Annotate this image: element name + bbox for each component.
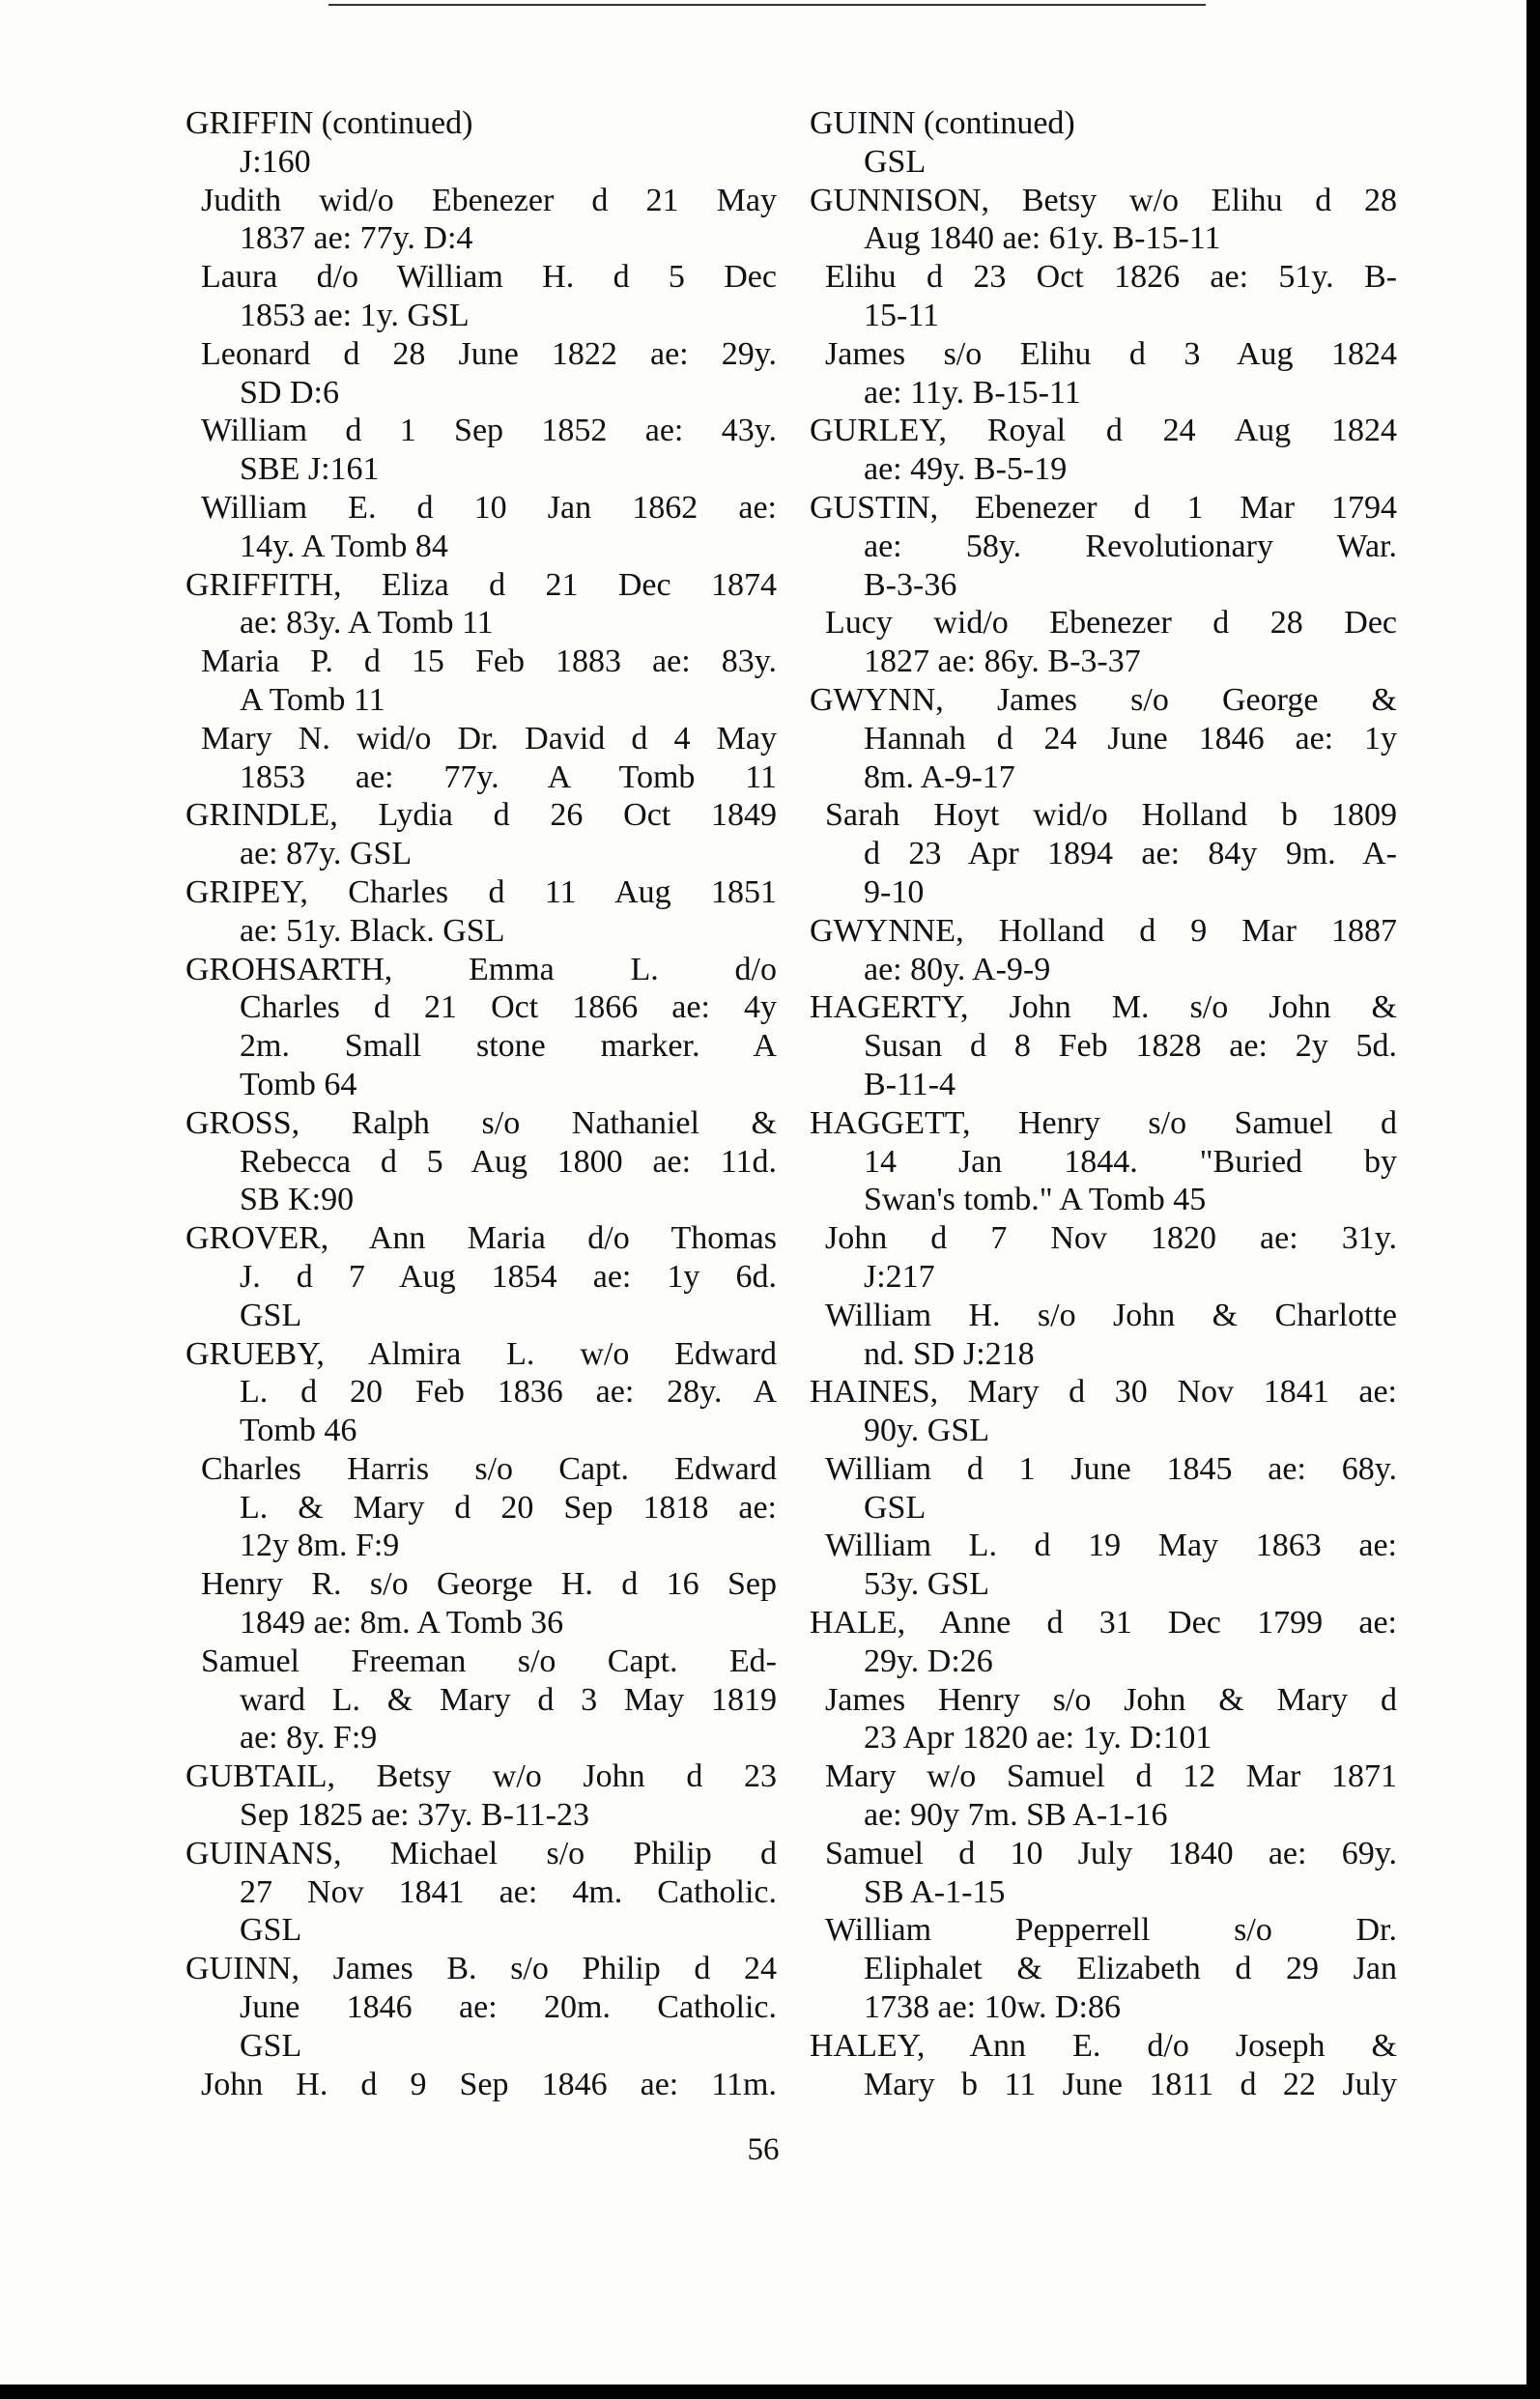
entry-line: 8m. A-9-17 [864, 758, 1015, 795]
entry-line: Hannah d 24 June 1846 ae: 1y [864, 720, 1397, 757]
entry-line: ae: 90y 7m. SB A-1-16 [864, 1797, 1168, 1834]
entry-line: GSL [864, 1489, 927, 1526]
entry-line: A Tomb 11 [240, 681, 385, 718]
left-column [185, 104, 777, 2103]
entry-line: Mary N. wid/o Dr. David d 4 May [201, 720, 777, 757]
entry-line: SD D:6 [240, 374, 339, 411]
entry-line: Leonard d 28 June 1822 ae: 29y. [201, 335, 777, 372]
entry-line: William E. d 10 Jan 1862 ae: [201, 489, 777, 526]
entry-line: 2m. Small stone marker. A [240, 1028, 777, 1065]
entry-line: William d 1 June 1845 ae: 68y. [825, 1450, 1397, 1487]
entry-line: June 1846 ae: 20m. Catholic. [240, 1989, 777, 2026]
entry-surname-line: GUBTAIL, Betsy w/o John d 23 [185, 1758, 777, 1795]
entry-line: James Henry s/o John & Mary d [825, 1681, 1397, 1718]
entry-line: nd. SD J:218 [864, 1335, 1035, 1372]
entry-line: ae: 8y. F:9 [240, 1720, 378, 1756]
entry-line: ae: 51y. Black. GSL [240, 912, 505, 949]
entry-surname-line: GRIPEY, Charles d 11 Aug 1851 [185, 873, 777, 910]
entry-line: J:160 [240, 143, 311, 180]
entry-line: L. & Mary d 20 Sep 1818 ae: [240, 1489, 777, 1526]
entry-surname-line: HAGERTY, John M. s/o John & [810, 989, 1397, 1026]
entry-line: Judith wid/o Ebenezer d 21 May [201, 182, 777, 218]
entry-line: L. d 20 Feb 1836 ae: 28y. A [240, 1374, 777, 1411]
entry-surname-line: GROVER, Ann Maria d/o Thomas [185, 1220, 777, 1257]
entry-line: 12y 8m. F:9 [240, 1528, 400, 1564]
entry-line: J:217 [864, 1258, 935, 1295]
entry-line: William Pepperrell s/o Dr. [825, 1912, 1397, 1949]
entry-line: 27 Nov 1841 ae: 4m. Catholic. [240, 1873, 777, 1910]
entry-surname-line: GRINDLE, Lydia d 26 Oct 1849 [185, 797, 777, 834]
entry-line: Sep 1825 ae: 37y. B-11-23 [240, 1797, 589, 1834]
entry-surname-line: GUSTIN, Ebenezer d 1 Mar 1794 [810, 489, 1397, 526]
entry-surname-line: GUINANS, Michael s/o Philip d [185, 1835, 777, 1871]
entry-line: GSL [240, 1297, 302, 1333]
entry-line: 9-10 [864, 873, 925, 910]
entry-line: Eliphalet & Elizabeth d 29 Jan [864, 1951, 1397, 1987]
entry-surname-line: GWYNNE, Holland d 9 Mar 1887 [810, 912, 1397, 949]
entry-line: Charles Harris s/o Capt. Edward [201, 1450, 777, 1487]
entry-line: Swan's tomb." A Tomb 45 [864, 1182, 1207, 1218]
entry-surname-line: GUNNISON, Betsy w/o Elihu d 28 [810, 182, 1397, 218]
entry-line: 14y. A Tomb 84 [240, 528, 448, 564]
entry-line: SB A-1-15 [864, 1873, 1006, 1910]
entry-line: William d 1 Sep 1852 ae: 43y. [201, 413, 777, 449]
entry-surname-line: HAGGETT, Henry s/o Samuel d [810, 1104, 1397, 1141]
top-rule [328, 4, 1206, 6]
entry-line: Charles d 21 Oct 1866 ae: 4y [240, 989, 777, 1026]
entry-line: ae: 58y. Revolutionary War. [864, 528, 1397, 564]
entry-line: SBE J:161 [240, 451, 380, 488]
entry-line: 23 Apr 1820 ae: 1y. D:101 [864, 1720, 1212, 1756]
entry-line: 1738 ae: 10w. D:86 [864, 1989, 1121, 2026]
entry-line: Henry R. s/o George H. d 16 Sep [201, 1566, 777, 1603]
entry-line: Lucy wid/o Ebenezer d 28 Dec [825, 605, 1397, 642]
entry-line: ae: 80y. A-9-9 [864, 951, 1051, 987]
entry-surname-line: HAINES, Mary d 30 Nov 1841 ae: [810, 1374, 1397, 1411]
entry-surname-line: GURLEY, Royal d 24 Aug 1824 [810, 413, 1397, 449]
entry-line: 15-11 [864, 297, 940, 333]
entry-line: 1837 ae: 77y. D:4 [240, 220, 473, 257]
entry-line: ae: 87y. GSL [240, 836, 413, 872]
entry-line: Sarah Hoyt wid/o Holland b 1809 [825, 797, 1397, 834]
entry-line: ae: 83y. A Tomb 11 [240, 605, 494, 642]
entry-line: Elihu d 23 Oct 1826 ae: 51y. B- [825, 259, 1397, 296]
entry-line: Mary b 11 June 1811 d 22 July [864, 2066, 1397, 2102]
entry-line: 90y. GSL [864, 1413, 990, 1449]
entry-surname-line: GROSS, Ralph s/o Nathaniel & [185, 1104, 777, 1141]
entry-line: Tomb 64 [240, 1066, 357, 1102]
entry-line: GSL [864, 143, 927, 180]
entry-line: Tomb 46 [240, 1413, 357, 1449]
entry-line: Susan d 8 Feb 1828 ae: 2y 5d. [864, 1028, 1397, 1065]
entry-line: William H. s/o John & Charlotte [825, 1297, 1397, 1333]
right-column [810, 104, 1397, 2103]
entry-line: 1849 ae: 8m. A Tomb 36 [240, 1605, 564, 1642]
entry-line: 14 Jan 1844. "Buried by [864, 1143, 1397, 1180]
entry-line: B-3-36 [864, 566, 957, 603]
entry-line: Aug 1840 ae: 61y. B-15-11 [864, 220, 1221, 257]
entry-line: SB K:90 [240, 1182, 355, 1218]
entry-surname-line: GROHSARTH, Emma L. d/o [185, 951, 777, 987]
entry-line: 1853 ae: 77y. A Tomb 11 [240, 758, 777, 795]
entry-line: William L. d 19 May 1863 ae: [825, 1528, 1397, 1564]
entry-line: 29y. D:26 [864, 1642, 993, 1679]
entry-line: ward L. & Mary d 3 May 1819 [240, 1681, 777, 1718]
entry-line: Samuel Freeman s/o Capt. Ed- [201, 1642, 777, 1679]
entry-line: 53y. GSL [864, 1566, 990, 1603]
column-heading: GRIFFIN (continued) [185, 105, 473, 141]
entry-surname-line: GRUEBY, Almira L. w/o Edward [185, 1335, 777, 1372]
entry-line: d 23 Apr 1894 ae: 84y 9m. A- [864, 836, 1397, 872]
entry-line: James s/o Elihu d 3 Aug 1824 [825, 335, 1397, 372]
entry-line: ae: 49y. B-5-19 [864, 451, 1068, 488]
page-number: 56 [747, 2132, 780, 2167]
entry-line: GSL [240, 1912, 302, 1949]
column-heading: GUINN (continued) [810, 105, 1075, 141]
entry-surname-line: GUINN, James B. s/o Philip d 24 [185, 1951, 777, 1987]
entry-surname-line: GWYNN, James s/o George & [810, 681, 1397, 718]
entry-line: John H. d 9 Sep 1846 ae: 11m. [201, 2066, 777, 2102]
entry-line: Samuel d 10 July 1840 ae: 69y. [825, 1835, 1397, 1871]
entry-surname-line: HALE, Anne d 31 Dec 1799 ae: [810, 1605, 1397, 1642]
entry-line: 1853 ae: 1y. GSL [240, 297, 470, 333]
entry-line: Maria P. d 15 Feb 1883 ae: 83y. [201, 643, 777, 680]
entry-line: Rebecca d 5 Aug 1800 ae: 11d. [240, 1143, 777, 1180]
entry-surname-line: GRIFFITH, Eliza d 21 Dec 1874 [185, 566, 777, 603]
entry-line: Laura d/o William H. d 5 Dec [201, 259, 777, 296]
entry-surname-line: HALEY, Ann E. d/o Joseph & [810, 2027, 1397, 2064]
entry-line: J. d 7 Aug 1854 ae: 1y 6d. [240, 1258, 777, 1295]
entry-line: Mary w/o Samuel d 12 Mar 1871 [825, 1758, 1397, 1795]
entry-line: John d 7 Nov 1820 ae: 31y. [825, 1220, 1397, 1257]
entry-line: 1827 ae: 86y. B-3-37 [864, 643, 1141, 680]
entry-line: ae: 11y. B-15-11 [864, 374, 1081, 411]
entry-line: GSL [240, 2027, 302, 2064]
entry-line: B-11-4 [864, 1066, 956, 1102]
